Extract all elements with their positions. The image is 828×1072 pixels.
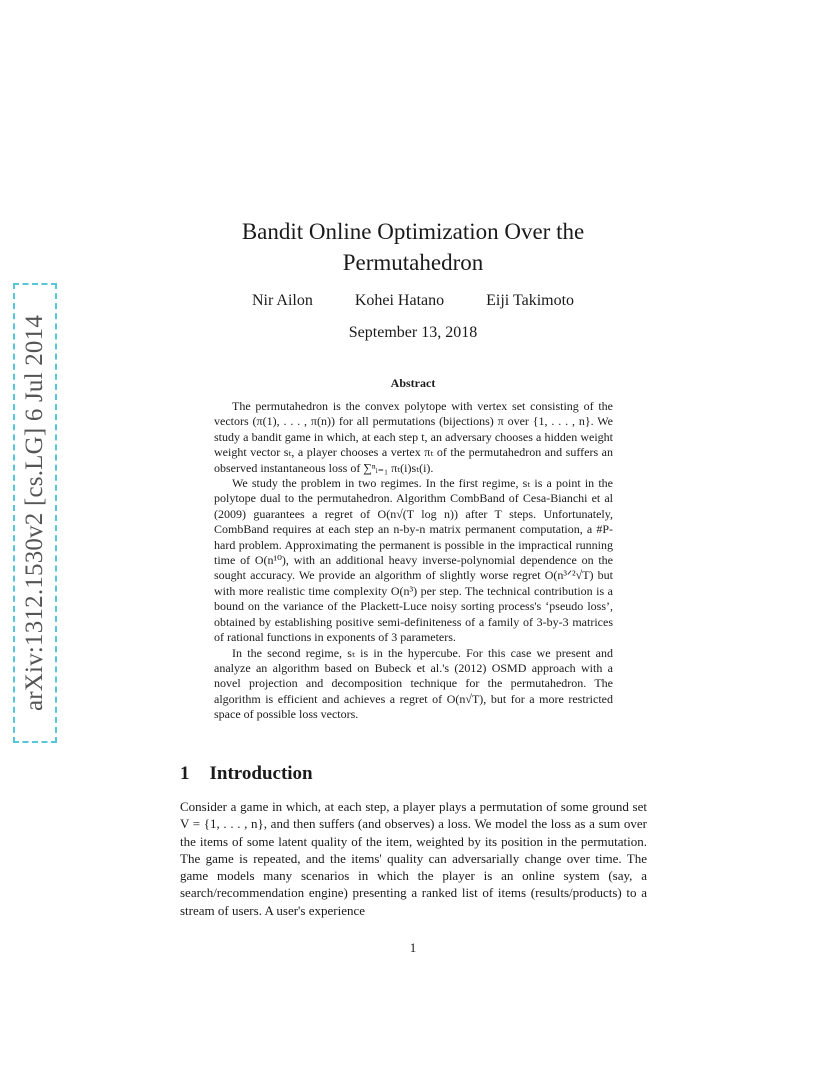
arxiv-stamp <box>13 283 57 743</box>
paper-title <box>180 216 646 278</box>
abstract-paragraph: We study the problem in two regimes. In the first regime, sₜ is a point in the polytope dual to the permutahedron. Algorithm CombBand of Cesa-Bianchi et al (2009) guarantees a regret of O(n√(T log n)) after T steps. Unfortunately, CombBand requires at each step an n-by-n matrix permanent computation, a #P-hard problem. Approximating the permanent is possible in the impractical running time of O(n¹⁰), with an additional heavy inverse-polynomial dependence on the sought accuracy. We provide an algorithm of slightly worse regret O(n³ᐟ²√T) but with more realistic time complexity O(n³) per step. The technical contribution is a bound on the variance of the Plackett-Luce noisy sorting process's ‘pseudo loss’, obtained by establishing positive semi-definiteness of a family of 3-by-3 matrices of rational functions in exponents of 3 parameters. <box>214 476 613 645</box>
author-name: Kohei Hatano <box>354 292 445 309</box>
abstract-paragraph: The permutahedron is the convex polytope with vertex set consisting of the vectors (π(1), . . . , π(n)) for all permutations (bijections) π over {1, . . . , n}. We study a bandit game in which, at each step t, an adversary chooses a hidden weight weight vector sₜ, a player chooses a vertex πₜ of the permutahedron and suffers an observed instantaneous loss of ∑ⁿᵢ₌₁ πₜ(i)sₜ(i). <box>214 399 613 475</box>
title-line-2: Permutahedron <box>342 250 484 275</box>
abstract-heading: Abstract <box>390 376 436 390</box>
abstract-body <box>214 399 613 723</box>
abstract-paragraph: In the second regime, sₜ is in the hypercube. For this case we present and analyze an algorithm based on Bubeck et al.'s (2012) OSMD approach with a novel projection and decomposition technique for the permutahedron. The algorithm is efficient and achieves a regret of O(n√T), but for a more restricted space of possible loss vectors. <box>214 645 613 722</box>
author-list <box>180 292 646 310</box>
page-number: 1 <box>409 940 417 955</box>
section-title: Introduction <box>209 763 313 784</box>
arxiv-identifier: arXiv:1312.1530v2 [cs.LG] 6 Jul 2014 <box>21 314 48 712</box>
author-name: Eiji Takimoto <box>486 292 575 309</box>
paper-date: September 13, 2018 <box>348 324 478 341</box>
section-body <box>180 798 647 919</box>
section-heading <box>180 763 313 785</box>
section-number: 1 <box>180 763 190 784</box>
section-paragraph: Consider a game in which, at each step, a player plays a permutation of some ground set V = {1, . . . , n}, and then suffers (and observes) a loss. We model the loss as a sum over the items of some latent quality of the item, weighted by its position in the permutation. The game is repeated, and the items' quality can adversarially change over time. The game models many scenarios in which the player is an online system (say, a search/recommendation engine) presenting a ranked list of items (results/products) to a stream of users. A user's experience <box>180 799 647 918</box>
title-line-1: Bandit Online Optimization Over the <box>241 219 585 244</box>
author-name: Nir Ailon <box>251 292 313 309</box>
